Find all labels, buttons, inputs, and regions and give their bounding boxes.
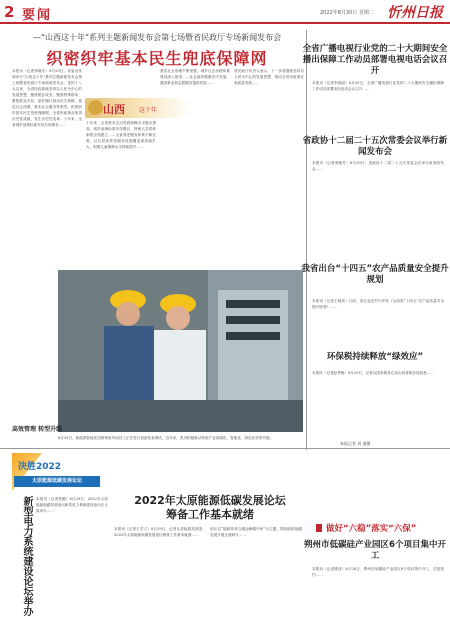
badge-line1: 决胜2022 bbox=[18, 462, 62, 472]
forum-body-right: 论坛以“能源革命与碳达峰碳中和”为主题，围绕能源低碳发展开展交流研讨…… bbox=[210, 527, 302, 537]
forum-body-left: 本报讯（记者张璐）8月29日，2022年太原能源低碳发展论坛新型电力系统建设论坛在太原举办…… bbox=[36, 497, 108, 513]
sidebar-story5-body: 本报讯（记者姚晋）8月26日，朔州市低碳硅产业园区6个项目集中开工，总投资约…… bbox=[312, 567, 444, 577]
sidebar-story2-headline: 省政协十二届二十五次常委会议举行新闻发布会 bbox=[302, 136, 448, 157]
paper-logo: 忻州日报 bbox=[387, 5, 443, 21]
forum-body-mid: 本报讯（记者王学义）8月29日，记者从省能源局获悉，2022年太原能源低碳发展论坛筹备工作基本就绪…… bbox=[114, 527, 206, 537]
photo-illustration bbox=[58, 270, 303, 432]
lead-headline: 织密织牢基本民生兜底保障网 bbox=[46, 49, 268, 68]
section-title: 要闻 bbox=[22, 8, 53, 23]
lead-body-col4: 省民政厅负责人表示，下一步将继续坚持以人民为中心的发展思想，推动全省民政事业高质量发展…… bbox=[234, 69, 304, 85]
banner-title: 山西 bbox=[103, 103, 125, 116]
lead-body-col2: 十年来，全省基本生活兜底保障水平稳步提高，城乡低保标准年均增长，特困人员供养制度全面建立……全省养老服务体系不断完善，社区居家养老服务设施覆盖面持续扩大，困境儿童保障水平持续提升…… bbox=[86, 121, 156, 149]
lead-body-col3: 基层社会治理不断加强，城乡社区治理体系建设深入推进……社会组织健康有序发展，慈善事业和志愿服务蓬勃发展…… bbox=[160, 69, 230, 85]
page-number: 2 bbox=[4, 3, 15, 21]
photo-label: 高效管理 转型升级 bbox=[12, 426, 63, 433]
aside-label-box bbox=[316, 520, 441, 536]
sidebar-story4-headline: 环保税持续释放“绿效应” bbox=[326, 352, 424, 362]
sidebar-story4-body: 本报讯（记者赵秀梅）8月29日，记者从国家税务总局山西省税务局获悉…… bbox=[312, 371, 434, 375]
forum-headline-line1: 2022年太原能源低碳发展论坛 bbox=[134, 494, 286, 507]
banner-subtitle: 这十年 bbox=[139, 107, 158, 114]
sidebar-story3-headline: 我省出台“十四五”农产品质量安全提升规划 bbox=[301, 264, 449, 285]
photo-caption: 8月29日，新能源智能化控制系统车间员工正在进行设备检查调试。近年来，我市积极推动传统产业高端化、智能化、绿色化转型升级。 bbox=[58, 436, 274, 440]
date-line: 2022年8月30日 星期二 bbox=[320, 10, 374, 16]
sidebar-story3-body: 本报讯（记者王晓英）日前，省农业农村厅印发《山西省“十四五”农产品质量安全提升规划》…… bbox=[312, 299, 444, 309]
aside-label: 做好“六稳”落实“六保” bbox=[326, 524, 417, 534]
column-divider bbox=[306, 30, 307, 450]
forum-vertical-headline: 新型电力系统建设论坛举办 bbox=[21, 496, 32, 616]
aside-bar-icon bbox=[316, 524, 322, 532]
banner-emblem-icon bbox=[88, 100, 103, 115]
badge-line2: 太原能源低碳发展论坛 bbox=[14, 476, 100, 487]
lead-photo bbox=[58, 270, 303, 432]
sidebar-story5-headline: 朔州市低碳硅产业园区6个项目集中开工 bbox=[304, 540, 446, 561]
forum-headline-line2: 筹备工作基本就绪 bbox=[166, 508, 254, 521]
lead-body-col1: 本报讯（记者李晓宇）8月29日，省委宣传部举行“山西这十年”系列主题新闻发布会第七场暨省民政厅专场新闻发布会。党的十八大以来，全省民政系统坚持以人民为中心的发展思想，聚焦脱贫攻坚、聚焦特殊群体、聚焦群众关切，更好履行基本民生保障、基层社会治理、基本社会服务等职责，织密织牢基本民生兜底保障网，全省民政事业取得历史性成就、发生历史性变革。十年来，全省城乡低保标准年均分别增长…… bbox=[12, 69, 82, 127]
sidebar-story1-headline: 全省广播电视行业党的二十大期间安全播出保障工作动员部署电视电话会议召开 bbox=[302, 44, 448, 76]
masthead bbox=[0, 0, 450, 24]
lead-kicker: —“山西这十年”系列主题新闻发布会第七场暨省民政厅专场新闻发布会 bbox=[32, 33, 282, 42]
photo-credit: 本报记者 刘 通摄 bbox=[340, 441, 371, 446]
sidebar-story2-body: 本报讯（记者邢艳芳）8月29日，省政协十二届二十五次常委会议举行新闻发布会…… bbox=[312, 161, 444, 171]
forum-badge bbox=[12, 453, 100, 491]
sidebar-story1-body: 本报讯（记者李春丽）8月29日，全省广播电视行业党的二十大期间安全播出保障工作动员部署电视电话会议召开…… bbox=[312, 81, 444, 91]
